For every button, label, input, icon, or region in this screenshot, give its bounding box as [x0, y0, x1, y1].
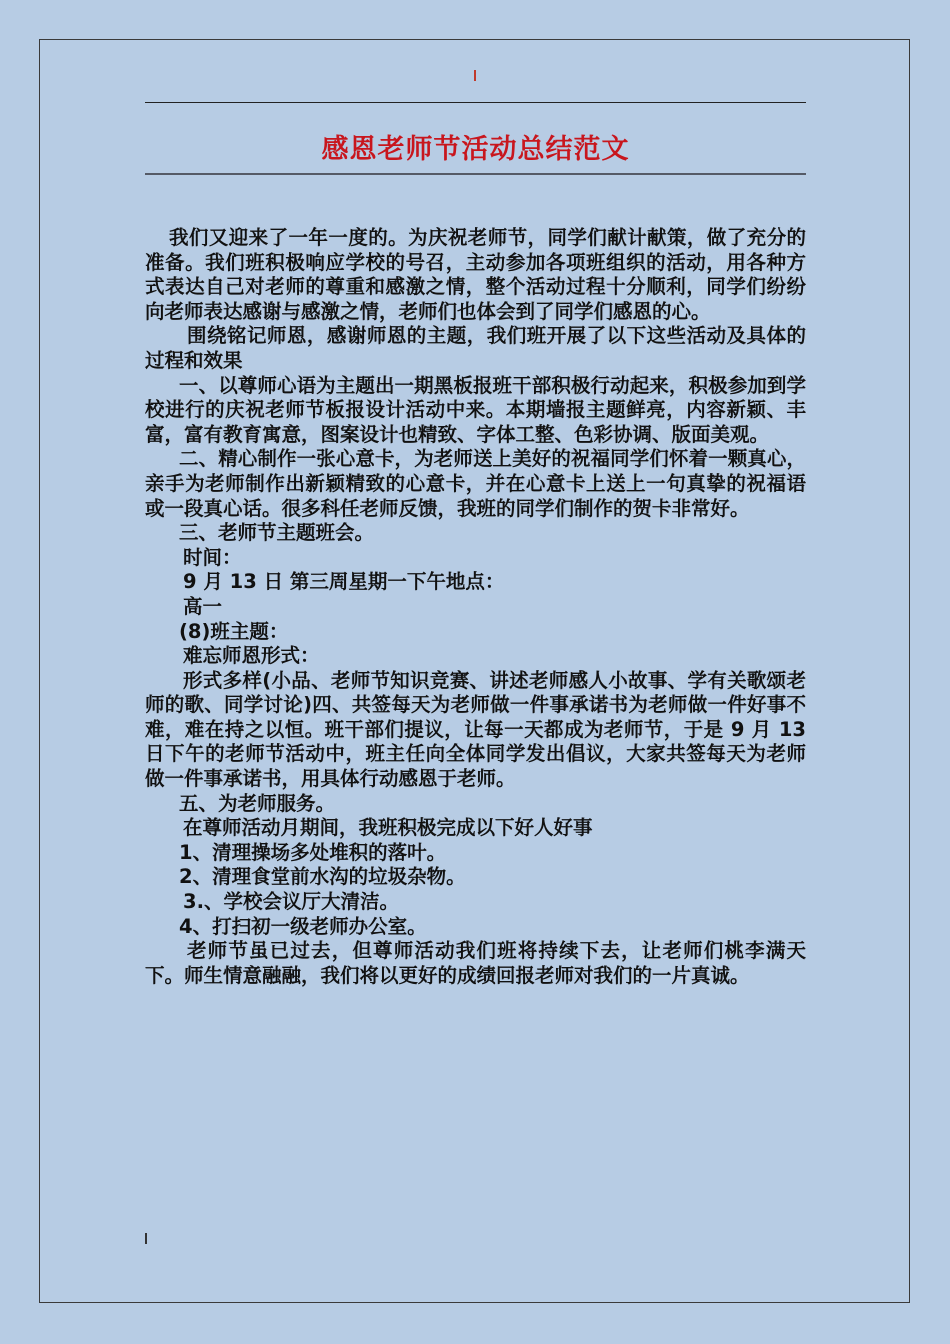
list-item-2: 2、清理食堂前水沟的垃圾杂物。 — [179, 865, 466, 889]
paragraph-conclusion: 老师节虽已过去，但尊师活动我们班将持续下去，让老师们桃李满天下。师生情意融融，我们将以更好的成绩回报老师对我们的一片真诚。 — [145, 939, 806, 987]
document-title: 感恩老师节活动总结范文 — [321, 134, 630, 165]
paragraph-activity-3: 三、老师节主题班会。 — [179, 521, 375, 545]
paragraph-class-theme: (8)班主题： — [179, 619, 289, 643]
list-item-1: 1、清理操场多处堆积的落叶。 — [179, 840, 447, 864]
paragraph-intro: 我们又迎来了一年一度的。为庆祝老师节，同学们献计献策，做了充分的准备。我们班积极响应学校的号召，主动参加各项班组织的活动，用各种方式表达自己对老师的尊重和感激之情，整个活动过程十分顺利，同学们纷纷向老师表达感谢与感激之情，老师们也体会到了同学们感恩的心。 — [145, 226, 806, 323]
document-body — [145, 226, 806, 988]
list-item-4: 4、打扫初一级老师办公室。 — [179, 914, 427, 938]
paragraph-activity-2: 二、精心制作一张心意卡，为老师送上美好的祝福同学们怀着一颗真心，亲手为老师制作出新颖精致的心意卡，并在心意卡上送上一句真挚的祝福语或一段真心话。很多科任老师反馈，我班的同学们制作的贺卡非常好。 — [145, 447, 806, 520]
header-rule — [145, 102, 806, 103]
paragraph-form: 难忘师恩形式： — [183, 644, 320, 668]
paragraph-theme: 围绕铭记师恩，感谢师恩的主题，我们班开展了以下这些活动及具体的过程和效果 — [145, 324, 806, 372]
header-mark — [474, 70, 476, 81]
paragraph-activity-5: 五、为老师服务。 — [179, 791, 336, 815]
title-rule — [145, 173, 806, 175]
paragraph-service-intro: 在尊师活动月期间，我班积极完成以下好人好事 — [183, 816, 593, 840]
paragraph-date: 9 月 13 日 第三周星期一下午地点： — [183, 570, 505, 594]
paragraph-activity-1: 一、以尊师心语为主题出一期黑板报班干部积极行动起来，积极参加到学校进行的庆祝老师节板报设计活动中来。本期墙报主题鲜亮，内容新颖、丰富，富有教育寓意，图案设计也精致、字体工整、色彩协调、版面美观。 — [145, 373, 806, 446]
paragraph-forms-detail: 形式多样(小品、老师节知识竞赛、讲述老师感人小故事、学有关歌颂老师的歌、同学讨论)四、共签每天为老师做一件事承诺书为老师做一件好事不难，难在持之以恒。班干部们提议，让每一天都成为老师节，于是 9 月 13 日下午的老师节活动中，班主任向全体同学发出倡议，大家共签每天为老师做一件事承诺书，用具体行动感恩于老师。 — [145, 668, 806, 791]
paragraph-time-label: 时间： — [183, 545, 242, 569]
footer-mark — [145, 1233, 147, 1244]
list-item-3: 3.、学校会议厅大清洁。 — [183, 890, 399, 914]
paragraph-class: 高一 — [183, 594, 223, 618]
